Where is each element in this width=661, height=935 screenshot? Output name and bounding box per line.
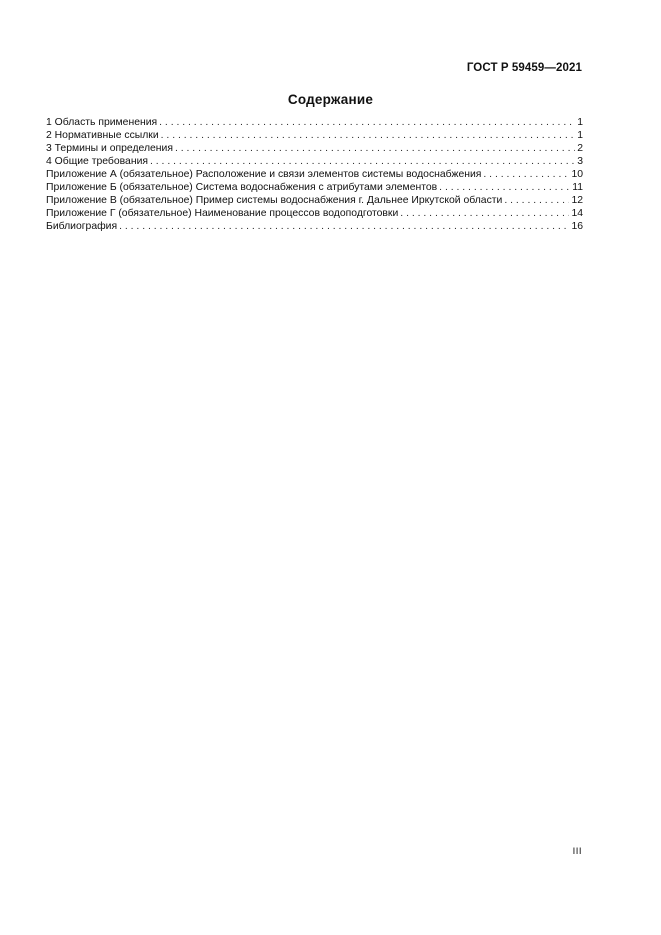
toc-entry-label: Приложение А (обязательное) Расположение и связи элементов системы водоснабжения bbox=[46, 169, 482, 180]
toc-entry-page: 16 bbox=[571, 221, 583, 232]
toc-entry-page: 1 bbox=[577, 130, 583, 141]
dot-leader bbox=[175, 142, 575, 155]
dot-leader bbox=[150, 155, 575, 168]
toc-entry-page: 3 bbox=[577, 156, 583, 167]
dot-leader bbox=[119, 220, 569, 233]
toc-entry-page: 1 bbox=[577, 117, 583, 128]
toc-entry-bibliography[interactable] bbox=[46, 220, 583, 233]
dot-leader bbox=[159, 116, 575, 129]
dot-leader bbox=[483, 168, 569, 181]
toc-entry-label: Приложение Б (обязательное) Система водоснабжения с атрибутами элементов bbox=[46, 182, 438, 193]
toc-entry-page: 2 bbox=[577, 143, 583, 154]
dot-leader bbox=[504, 194, 569, 207]
toc-entry-label: 3 Термины и определения bbox=[46, 143, 173, 154]
toc-entry-appendix-b[interactable] bbox=[46, 181, 583, 194]
toc-entry-page: 10 bbox=[571, 169, 583, 180]
toc-entry-page: 14 bbox=[571, 208, 583, 219]
dot-leader bbox=[161, 129, 576, 142]
toc-entry-label: Приложение Г (обязательное) Наименование процессов водоподготовки bbox=[46, 208, 399, 219]
dot-leader bbox=[439, 181, 570, 194]
toc-entry-scope[interactable] bbox=[46, 116, 583, 129]
page-number: III bbox=[572, 846, 582, 857]
toc-entry-page: 11 bbox=[572, 182, 583, 193]
toc-entry-appendix-v[interactable] bbox=[46, 194, 583, 207]
document-standard-code: ГОСТ Р 59459—2021 bbox=[466, 62, 582, 74]
toc-entry-normative-references[interactable] bbox=[46, 129, 583, 142]
toc-entry-label: Библиография bbox=[46, 221, 118, 232]
dot-leader bbox=[400, 207, 569, 220]
toc-entry-appendix-a[interactable] bbox=[46, 168, 583, 181]
toc-entry-appendix-g[interactable] bbox=[46, 207, 583, 220]
toc-entry-label: 2 Нормативные ссылки bbox=[46, 130, 159, 141]
toc-entry-page: 12 bbox=[571, 195, 583, 206]
toc-entry-general-requirements[interactable] bbox=[46, 155, 583, 168]
toc-entry-label: 4 Общие требования bbox=[46, 156, 148, 167]
table-of-contents bbox=[46, 116, 583, 233]
toc-entry-terms-definitions[interactable] bbox=[46, 142, 583, 155]
toc-entry-label: 1 Область применения bbox=[46, 117, 158, 128]
toc-entry-label: Приложение В (обязательное) Пример системы водоснабжения г. Дальнее Иркутской области bbox=[46, 195, 503, 206]
toc-title: Содержание bbox=[287, 92, 374, 107]
